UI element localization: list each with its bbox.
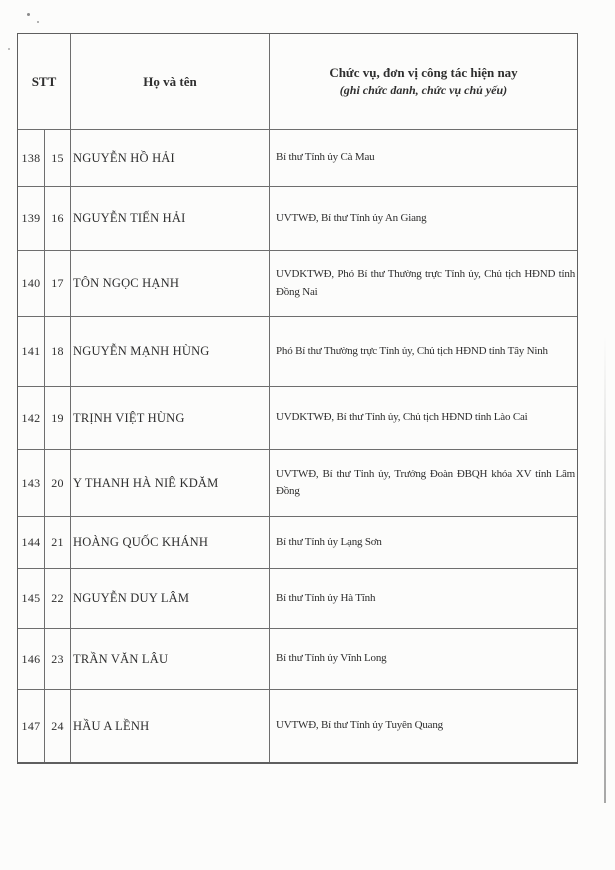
person-name: NGUYỄN TIẾN HẢI [73,211,186,225]
row-subnumber: 18 [51,344,64,358]
row-subnumber: 22 [51,591,64,605]
row-position-cell [270,130,577,186]
table-row [18,317,577,387]
person-name: NGUYỄN HỒ HẢI [73,150,175,165]
row-number: 138 [21,150,41,165]
table-row [18,517,577,569]
header-position-title: Chức vụ, đơn vị công tác hiện nay [329,65,518,80]
row-position-cell [270,690,577,762]
row-name-cell [71,569,270,628]
row-subnumber: 16 [51,211,64,225]
row-name-cell [71,387,270,449]
person-position: Bí thư Tỉnh ủy Hà Tĩnh [276,591,376,604]
row-position-cell [270,450,577,516]
row-subnumber: 19 [51,410,64,425]
scan-speck [8,48,10,50]
row-number: 141 [21,344,41,358]
table-row [18,251,577,317]
row-name-cell [71,187,270,250]
row-subnumber-cell [45,387,71,449]
header-cell-stt [18,34,71,129]
row-name-cell [71,517,270,568]
row-position-cell [270,629,577,689]
row-subnumber-cell [45,187,71,250]
row-name-cell [71,629,270,689]
row-number-cell [18,317,45,386]
row-position-cell [270,187,577,250]
row-subnumber: 23 [51,651,64,666]
table-row [18,569,577,629]
row-subnumber: 24 [51,718,64,733]
person-name: TRỊNH VIỆT HÙNG [73,410,185,425]
row-position-cell [270,569,577,628]
header-name-label: Họ và tên [143,73,197,89]
row-number: 142 [21,410,41,425]
row-number-cell [18,629,45,689]
row-number-cell [18,517,45,568]
row-number: 140 [21,276,41,290]
row-name-cell [71,690,270,762]
row-subnumber-cell [45,450,71,516]
row-number: 147 [21,718,41,733]
row-number-cell [18,569,45,628]
person-name: Y THANH HÀ NIÊ KDĂM [73,475,219,490]
row-subnumber-cell [45,130,71,186]
person-position: Bí thư Tỉnh ủy Lạng Sơn [276,535,382,548]
row-number-cell [18,187,45,250]
row-subnumber: 17 [51,276,64,290]
person-name: HẦU A LỀNH [73,718,150,733]
header-stt-label: STT [31,73,57,89]
row-number-cell [18,690,45,762]
row-number-cell [18,387,45,449]
row-name-cell [71,317,270,386]
row-subnumber: 20 [51,475,64,490]
scanned-page-edge-line [604,335,606,803]
person-position: UVTWĐ, Bí thư Tỉnh ủy, Trưởng Đoàn ĐBQH khóa XV tỉnh Lâm Đồng [276,467,575,497]
row-name-cell [71,251,270,316]
row-number-cell [18,130,45,186]
person-position: UVDKTWĐ, Phó Bí thư Thường trực Tỉnh ủy, Chủ tịch HĐND tỉnh Đồng Nai [276,268,575,298]
row-subnumber-cell [45,317,71,386]
row-position-cell [270,387,577,449]
table-header-row [18,34,577,130]
scan-speck [37,21,39,23]
row-number-cell [18,251,45,316]
row-number: 139 [21,211,41,225]
row-subnumber-cell [45,569,71,628]
row-position-cell [270,251,577,316]
person-name: NGUYỄN MẠNH HÙNG [73,344,210,358]
person-position: Bí thư Tỉnh ủy Cà Mau [276,151,375,164]
table-body [18,130,577,762]
row-number: 143 [21,475,41,490]
row-position-cell [270,517,577,568]
row-number: 145 [21,591,41,605]
row-number: 144 [21,535,41,549]
row-subnumber-cell [45,251,71,316]
table-row [18,187,577,251]
table-row [18,690,577,762]
header-cell-name [71,34,270,129]
row-subnumber: 15 [51,150,64,165]
scan-speck [27,13,30,16]
header-cell-position [270,34,577,129]
table-row [18,130,577,187]
header-position-subtitle: (ghi chức danh, chức vụ chủ yếu) [339,83,508,97]
person-position: UVTWĐ, Bí thư Tỉnh ủy Tuyên Quang [276,719,443,732]
table-row [18,629,577,690]
person-name: TÔN NGỌC HẠNH [73,276,180,290]
person-position: UVDKTWĐ, Bí thư Tỉnh ủy, Chủ tịch HĐND tỉnh Lào Cai [276,411,528,424]
row-position-cell [270,317,577,386]
person-position: UVTWĐ, Bí thư Tỉnh ủy An Giang [276,211,427,224]
row-number-cell [18,450,45,516]
row-subnumber: 21 [51,535,64,549]
table-row [18,450,577,517]
person-name: NGUYỄN DUY LÂM [73,591,190,605]
person-name: HOÀNG QUỐC KHÁNH [73,535,209,549]
row-name-cell [71,130,270,186]
row-number: 146 [21,651,41,666]
person-position: Bí thư Tỉnh ủy Vĩnh Long [276,652,387,665]
person-name: TRẦN VĂN LÂU [73,651,169,666]
officials-table [17,33,578,764]
person-position: Phó Bí thư Thường trực Tỉnh ủy, Chủ tịch HĐND tỉnh Tây Ninh [276,344,548,357]
table-row [18,387,577,450]
row-name-cell [71,450,270,516]
row-subnumber-cell [45,690,71,762]
row-subnumber-cell [45,517,71,568]
row-subnumber-cell [45,629,71,689]
